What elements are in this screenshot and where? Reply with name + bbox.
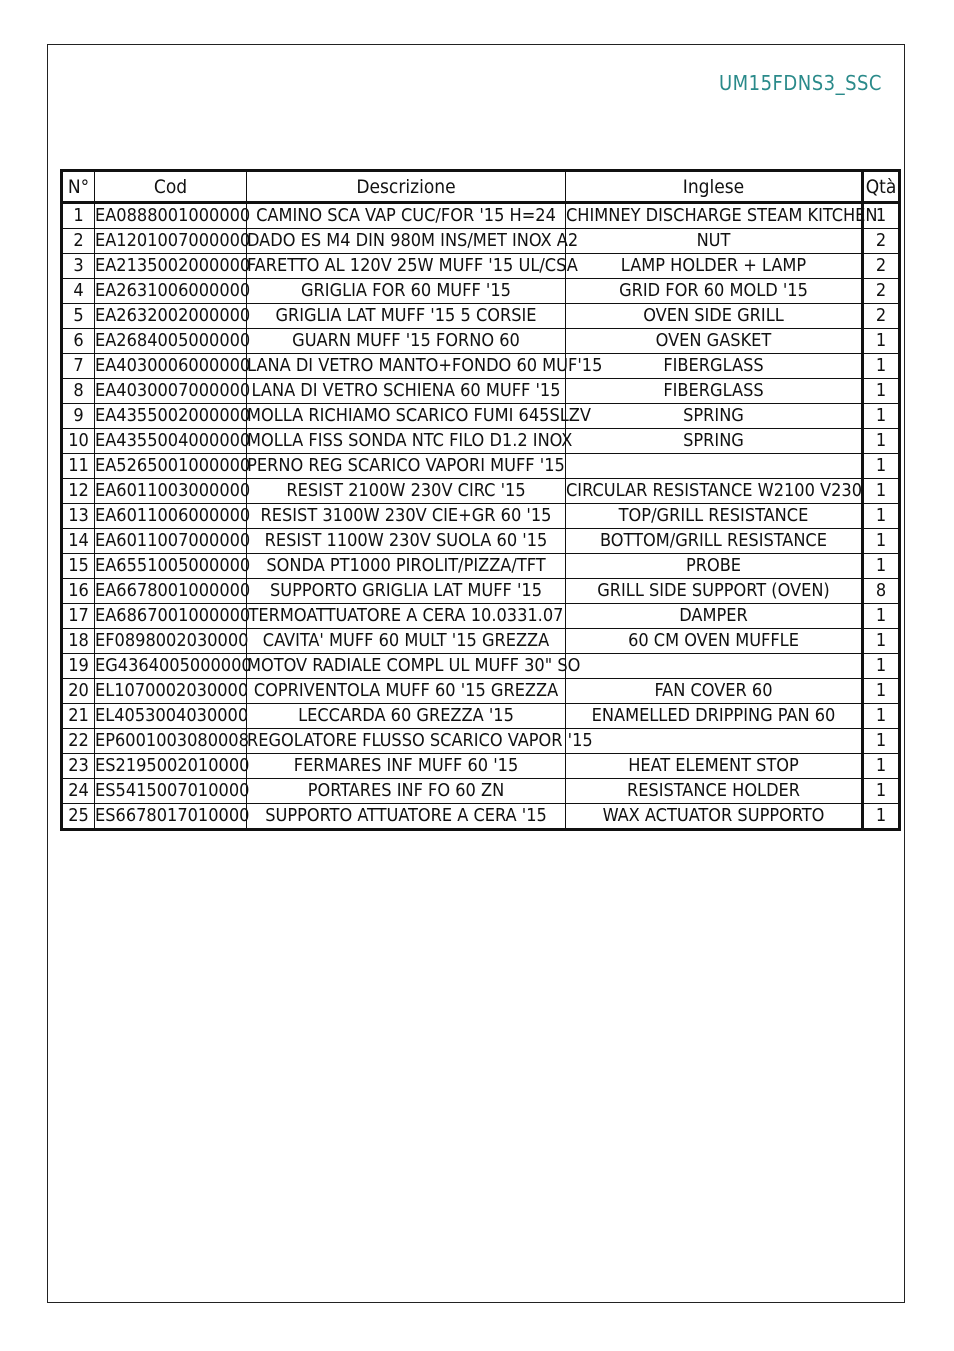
header-qta: Qtà — [863, 171, 900, 203]
table-row — [62, 729, 900, 754]
cell-inglese: OVEN GASKET — [566, 329, 863, 354]
cell-cod: EA4355004000000 — [95, 429, 247, 454]
cell-descrizione: SUPPORTO ATTUATORE A CERA '15 — [247, 804, 566, 830]
cell-cod: EA6011006000000 — [95, 504, 247, 529]
cell-cod: EA5265001000000 — [95, 454, 247, 479]
cell-cod: EP6001003080008 — [95, 729, 247, 754]
table-row — [62, 604, 900, 629]
cell-cod: EG4364005000000 — [95, 654, 247, 679]
cell-num: 9 — [62, 404, 95, 429]
cell-descrizione: CAMINO SCA VAP CUC/FOR '15 H=24 — [247, 203, 566, 229]
cell-cod: EL1070002030000 — [95, 679, 247, 704]
cell-qta: 1 — [863, 754, 900, 779]
cell-qta: 1 — [863, 554, 900, 579]
table-row — [62, 379, 900, 404]
cell-descrizione: LANA DI VETRO SCHIENA 60 MUFF '15 — [247, 379, 566, 404]
header-inglese: Inglese — [566, 171, 863, 203]
cell-inglese: FAN COVER 60 — [566, 679, 863, 704]
cell-qta: 1 — [863, 729, 900, 754]
cell-num: 16 — [62, 579, 95, 604]
table-row — [62, 779, 900, 804]
cell-descrizione: FARETTO AL 120V 25W MUFF '15 UL/CSA — [247, 254, 566, 279]
cell-inglese: CHIMNEY DISCHARGE STEAM KITCHEN — [566, 203, 863, 229]
cell-qta: 1 — [863, 454, 900, 479]
cell-cod: EA6551005000000 — [95, 554, 247, 579]
cell-inglese: NUT — [566, 229, 863, 254]
table-row — [62, 554, 900, 579]
table-row — [62, 203, 900, 229]
cell-descrizione: MOTOV RADIALE COMPL UL MUFF 30" SO — [247, 654, 566, 679]
cell-inglese — [566, 454, 863, 479]
cell-inglese: PROBE — [566, 554, 863, 579]
table-row — [62, 279, 900, 304]
cell-qta: 1 — [863, 779, 900, 804]
cell-descrizione: COPRIVENTOLA MUFF 60 '15 GREZZA — [247, 679, 566, 704]
cell-descrizione: MOLLA FISS SONDA NTC FILO D1.2 INOX — [247, 429, 566, 454]
cell-descrizione: SUPPORTO GRIGLIA LAT MUFF '15 — [247, 579, 566, 604]
cell-inglese: ENAMELLED DRIPPING PAN 60 — [566, 704, 863, 729]
table-row — [62, 679, 900, 704]
cell-cod: EA2684005000000 — [95, 329, 247, 354]
cell-num: 17 — [62, 604, 95, 629]
cell-num: 7 — [62, 354, 95, 379]
cell-descrizione: PERNO REG SCARICO VAPORI MUFF '15 — [247, 454, 566, 479]
cell-num: 10 — [62, 429, 95, 454]
cell-inglese: SPRING — [566, 404, 863, 429]
cell-cod: EA6011003000000 — [95, 479, 247, 504]
cell-qta: 1 — [863, 629, 900, 654]
cell-descrizione: PORTARES INF FO 60 ZN — [247, 779, 566, 804]
cell-qta: 1 — [863, 529, 900, 554]
cell-num: 2 — [62, 229, 95, 254]
cell-qta: 2 — [863, 229, 900, 254]
cell-descrizione: GRIGLIA LAT MUFF '15 5 CORSIE — [247, 304, 566, 329]
cell-num: 6 — [62, 329, 95, 354]
cell-descrizione: GRIGLIA FOR 60 MUFF '15 — [247, 279, 566, 304]
parts-table-body — [62, 203, 900, 830]
cell-cod: ES6678017010000 — [95, 804, 247, 830]
cell-num: 8 — [62, 379, 95, 404]
cell-cod: EA2135002000000 — [95, 254, 247, 279]
cell-num: 18 — [62, 629, 95, 654]
cell-inglese: LAMP HOLDER + LAMP — [566, 254, 863, 279]
cell-num: 11 — [62, 454, 95, 479]
cell-qta: 8 — [863, 579, 900, 604]
cell-cod: EA4030006000000 — [95, 354, 247, 379]
cell-descrizione: REGOLATORE FLUSSO SCARICO VAPOR '15 — [247, 729, 566, 754]
cell-inglese: FIBERGLASS — [566, 354, 863, 379]
cell-qta: 1 — [863, 679, 900, 704]
cell-qta: 1 — [863, 329, 900, 354]
cell-qta: 1 — [863, 203, 900, 229]
header-cod: Cod — [95, 171, 247, 203]
cell-cod: EF0898002030000 — [95, 629, 247, 654]
cell-descrizione: FERMARES INF MUFF 60 '15 — [247, 754, 566, 779]
cell-descrizione: LECCARDA 60 GREZZA '15 — [247, 704, 566, 729]
cell-qta: 1 — [863, 379, 900, 404]
cell-cod: EA0888001000000 — [95, 203, 247, 229]
cell-inglese: HEAT ELEMENT STOP — [566, 754, 863, 779]
table-row — [62, 579, 900, 604]
table-header-row — [62, 171, 900, 203]
table-row — [62, 454, 900, 479]
cell-descrizione: MOLLA RICHIAMO SCARICO FUMI 645SLZV — [247, 404, 566, 429]
cell-cod: EA6678001000000 — [95, 579, 247, 604]
table-row — [62, 704, 900, 729]
cell-num: 4 — [62, 279, 95, 304]
table-row — [62, 329, 900, 354]
cell-cod: ES5415007010000 — [95, 779, 247, 804]
table-row — [62, 629, 900, 654]
cell-num: 22 — [62, 729, 95, 754]
cell-inglese: TOP/GRILL RESISTANCE — [566, 504, 863, 529]
cell-num: 5 — [62, 304, 95, 329]
table-row — [62, 354, 900, 379]
cell-descrizione: RESIST 2100W 230V CIRC '15 — [247, 479, 566, 504]
cell-num: 23 — [62, 754, 95, 779]
cell-descrizione: TERMOATTUATORE A CERA 10.0331.07 — [247, 604, 566, 629]
table-row — [62, 654, 900, 679]
cell-qta: 1 — [863, 604, 900, 629]
cell-descrizione: GUARN MUFF '15 FORNO 60 — [247, 329, 566, 354]
cell-num: 25 — [62, 804, 95, 830]
cell-qta: 1 — [863, 404, 900, 429]
table-row — [62, 754, 900, 779]
cell-inglese: OVEN SIDE GRILL — [566, 304, 863, 329]
cell-inglese — [566, 654, 863, 679]
cell-num: 19 — [62, 654, 95, 679]
cell-cod: EA4030007000000 — [95, 379, 247, 404]
cell-inglese: GRILL SIDE SUPPORT (OVEN) — [566, 579, 863, 604]
cell-num: 12 — [62, 479, 95, 504]
cell-cod: EA6867001000000 — [95, 604, 247, 629]
cell-cod: ES2195002010000 — [95, 754, 247, 779]
cell-num: 15 — [62, 554, 95, 579]
cell-descrizione: RESIST 1100W 230V SUOLA 60 '15 — [247, 529, 566, 554]
cell-num: 3 — [62, 254, 95, 279]
cell-inglese: FIBERGLASS — [566, 379, 863, 404]
cell-num: 13 — [62, 504, 95, 529]
cell-qta: 2 — [863, 304, 900, 329]
header-descrizione: Descrizione — [247, 171, 566, 203]
cell-inglese: DAMPER — [566, 604, 863, 629]
cell-cod: EL4053004030000 — [95, 704, 247, 729]
cell-inglese: BOTTOM/GRILL RESISTANCE — [566, 529, 863, 554]
cell-qta: 1 — [863, 804, 900, 830]
cell-descrizione: SONDA PT1000 PIROLIT/PIZZA/TFT — [247, 554, 566, 579]
table-row — [62, 229, 900, 254]
cell-descrizione: LANA DI VETRO MANTO+FONDO 60 MUF'15 — [247, 354, 566, 379]
cell-cod: EA4355002000000 — [95, 404, 247, 429]
cell-qta: 1 — [863, 354, 900, 379]
header-num: N° — [62, 171, 95, 203]
cell-inglese: WAX ACTUATOR SUPPORTO — [566, 804, 863, 830]
table-row — [62, 304, 900, 329]
cell-qta: 2 — [863, 254, 900, 279]
cell-inglese: 60 CM OVEN MUFFLE — [566, 629, 863, 654]
cell-inglese: CIRCULAR RESISTANCE W2100 V230 — [566, 479, 863, 504]
cell-num: 24 — [62, 779, 95, 804]
table-row — [62, 254, 900, 279]
cell-descrizione: CAVITA' MUFF 60 MULT '15 GREZZA — [247, 629, 566, 654]
cell-qta: 1 — [863, 429, 900, 454]
cell-inglese — [566, 729, 863, 754]
cell-qta: 1 — [863, 704, 900, 729]
parts-table — [60, 169, 901, 831]
table-row — [62, 804, 900, 830]
cell-num: 14 — [62, 529, 95, 554]
cell-cod: EA2631006000000 — [95, 279, 247, 304]
cell-descrizione: RESIST 3100W 230V CIE+GR 60 '15 — [247, 504, 566, 529]
table-row — [62, 529, 900, 554]
cell-qta: 2 — [863, 279, 900, 304]
cell-num: 1 — [62, 203, 95, 229]
cell-qta: 1 — [863, 654, 900, 679]
table-row — [62, 429, 900, 454]
table-row — [62, 404, 900, 429]
cell-qta: 1 — [863, 479, 900, 504]
cell-cod: EA6011007000000 — [95, 529, 247, 554]
cell-num: 21 — [62, 704, 95, 729]
document-code: UM15FDNS3_SSC — [718, 71, 882, 95]
cell-inglese: GRID FOR 60 MOLD '15 — [566, 279, 863, 304]
table-row — [62, 479, 900, 504]
cell-qta: 1 — [863, 504, 900, 529]
table-row — [62, 504, 900, 529]
cell-inglese: RESISTANCE HOLDER — [566, 779, 863, 804]
cell-cod: EA2632002000000 — [95, 304, 247, 329]
cell-num: 20 — [62, 679, 95, 704]
cell-descrizione: DADO ES M4 DIN 980M INS/MET INOX A2 — [247, 229, 566, 254]
cell-cod: EA1201007000000 — [95, 229, 247, 254]
cell-inglese: SPRING — [566, 429, 863, 454]
